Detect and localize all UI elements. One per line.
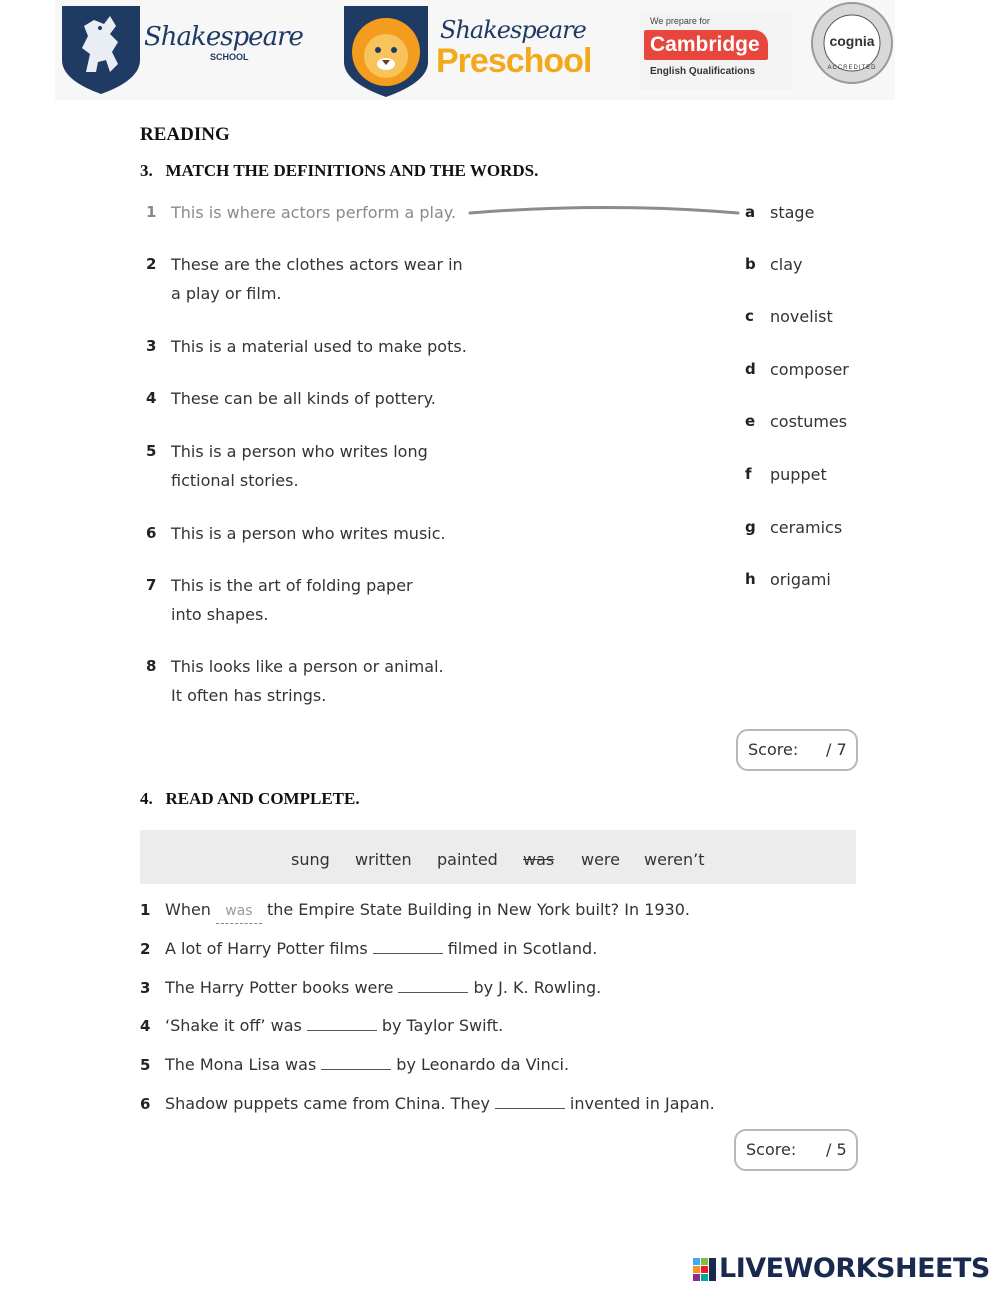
exercise-4-title: 4. READ AND COMPLETE.	[140, 789, 360, 808]
option-item[interactable]	[742, 198, 872, 224]
sentence-number: 3	[140, 978, 151, 997]
answer-blank[interactable]	[373, 941, 443, 954]
definition-text	[171, 652, 444, 710]
answer-blank[interactable]	[307, 1018, 377, 1031]
shakespeare-school-logo	[60, 2, 303, 98]
definition-line: a play or film.	[171, 284, 282, 303]
sentence-number: 1	[140, 901, 151, 919]
option-word: composer	[770, 360, 849, 379]
sentence-item	[140, 937, 597, 961]
answer-example: was	[216, 899, 262, 924]
options-list	[742, 198, 872, 618]
definition-text	[171, 519, 446, 548]
bank-word: painted	[437, 850, 498, 869]
definition-text	[171, 437, 428, 495]
option-letter: f	[745, 465, 752, 483]
option-letter: a	[745, 203, 756, 221]
bank-word: sung	[291, 850, 330, 869]
answer-blank[interactable]	[495, 1096, 565, 1109]
score-box-ex3	[736, 729, 858, 771]
definition-line: It often has strings.	[171, 686, 327, 705]
sentence-item	[140, 1053, 569, 1077]
definitions-list	[140, 198, 480, 718]
bank-word: were	[581, 850, 620, 869]
option-item[interactable]	[742, 250, 872, 276]
sentence-item	[140, 976, 601, 1000]
sentence-after: filmed in Scotland.	[447, 938, 598, 958]
liveworksheets-icon	[693, 1258, 717, 1282]
preschool-top: Shakespeare	[440, 16, 586, 44]
score-total: / 7	[826, 740, 847, 759]
definition-text	[171, 384, 436, 413]
sentence-item	[140, 1092, 715, 1116]
sentence-before: Shadow puppets came from China. They	[165, 1094, 490, 1113]
sentence-before: When	[165, 900, 211, 919]
definition-number: 7	[146, 576, 157, 594]
definition-number: 2	[146, 255, 157, 273]
definition-number: 1	[146, 203, 157, 221]
definition-line: This is the art of folding paper	[171, 576, 413, 595]
definition-line: This is a material used to make pots.	[171, 337, 467, 356]
bank-word-used: was	[523, 850, 555, 869]
definition-text	[171, 250, 463, 308]
option-word: clay	[770, 255, 803, 274]
preschool-bottom: Preschool	[436, 42, 592, 80]
sentence-before: The Harry Potter books were	[165, 977, 394, 997]
section-title: READING	[140, 124, 230, 145]
school-name: Shakespeare	[144, 22, 303, 52]
definition-number: 3	[146, 337, 157, 355]
sentence-after: the Empire State Building in New York built? In 1930.	[266, 900, 690, 919]
sentence-after: by Taylor Swift.	[381, 1016, 504, 1036]
option-item[interactable]	[742, 565, 872, 591]
option-word: origami	[770, 570, 831, 589]
word-bank	[140, 830, 856, 884]
lion-face-icon	[342, 2, 430, 98]
option-letter: e	[745, 412, 756, 430]
shakespeare-preschool-logo	[342, 2, 602, 100]
sentence-after: by J. K. Rowling.	[473, 977, 602, 997]
definition-line: This is where actors perform a play.	[171, 203, 457, 222]
school-sub: SCHOOL	[210, 52, 249, 62]
option-word: ceramics	[770, 518, 843, 537]
cambridge-sub: English Qualifications	[650, 66, 756, 77]
score-total: / 5	[826, 1140, 847, 1159]
option-item[interactable]	[742, 302, 872, 328]
definition-line: This is a person who writes long	[171, 442, 428, 461]
sentence-item	[140, 898, 690, 922]
sentence-number: 5	[140, 1056, 151, 1075]
cognia-ring-text: ACCREDITED	[827, 65, 877, 71]
definition-text	[171, 198, 456, 227]
option-word: costumes	[770, 412, 848, 431]
lion-shield-icon	[60, 2, 142, 96]
definition-line: These can be all kinds of pottery.	[171, 389, 436, 408]
sentence-after: by Leonardo da Vinci.	[396, 1055, 570, 1075]
option-word: novelist	[770, 307, 833, 326]
definition-line: fictional stories.	[171, 471, 299, 490]
liveworksheets-logo	[693, 1255, 993, 1285]
bank-word: weren’t	[644, 850, 705, 869]
answer-blank[interactable]	[321, 1057, 391, 1070]
cambridge-name: Cambridge	[644, 30, 768, 60]
sentence-number: 2	[140, 939, 151, 958]
option-letter: c	[745, 307, 754, 325]
exercise-3-title: 3. MATCH THE DEFINITIONS AND THE WORDS.	[140, 161, 539, 180]
score-box-ex4	[734, 1129, 858, 1171]
option-item[interactable]	[742, 513, 872, 539]
cognia-text: cognia	[829, 33, 875, 49]
definition-line: This looks like a person or animal.	[171, 657, 444, 676]
sentence-before: ‘Shake it off’ was	[165, 1016, 302, 1036]
option-item[interactable]	[742, 460, 872, 486]
cambridge-pre: We prepare for	[650, 16, 710, 26]
definition-line: into shapes.	[171, 605, 269, 624]
definition-number: 6	[146, 524, 157, 542]
option-letter: d	[745, 360, 756, 378]
score-label: Score:	[746, 1140, 797, 1159]
example-match-line	[466, 202, 742, 222]
sentence-number: 4	[140, 1017, 151, 1036]
definition-number: 8	[146, 657, 157, 675]
option-word: stage	[770, 203, 815, 222]
bank-word: written	[355, 850, 412, 869]
sentence-before: A lot of Harry Potter films	[165, 938, 368, 958]
option-item[interactable]	[742, 355, 872, 381]
definition-line: These are the clothes actors wear in	[171, 255, 463, 274]
option-item[interactable]	[742, 407, 872, 433]
definition-text	[171, 332, 467, 361]
sentence-before: The Mona Lisa was	[165, 1055, 317, 1075]
option-letter: b	[745, 255, 756, 273]
sentence-item	[140, 1014, 503, 1038]
cambridge-logo	[640, 12, 792, 90]
option-word: puppet	[770, 465, 827, 484]
score-label: Score:	[748, 740, 799, 759]
liveworksheets-brand: LIVEWORKSHEETS	[719, 1253, 990, 1284]
sentence-number: 6	[140, 1095, 151, 1113]
sentence-after: invented in Japan.	[569, 1094, 715, 1113]
definition-line: This is a person who writes music.	[171, 524, 446, 543]
option-letter: g	[745, 518, 756, 536]
cognia-badge	[810, 1, 894, 85]
option-letter: h	[745, 570, 756, 588]
definition-number: 5	[146, 442, 157, 460]
definition-number: 4	[146, 389, 157, 407]
answer-blank[interactable]	[398, 980, 468, 993]
definition-text	[171, 571, 413, 629]
